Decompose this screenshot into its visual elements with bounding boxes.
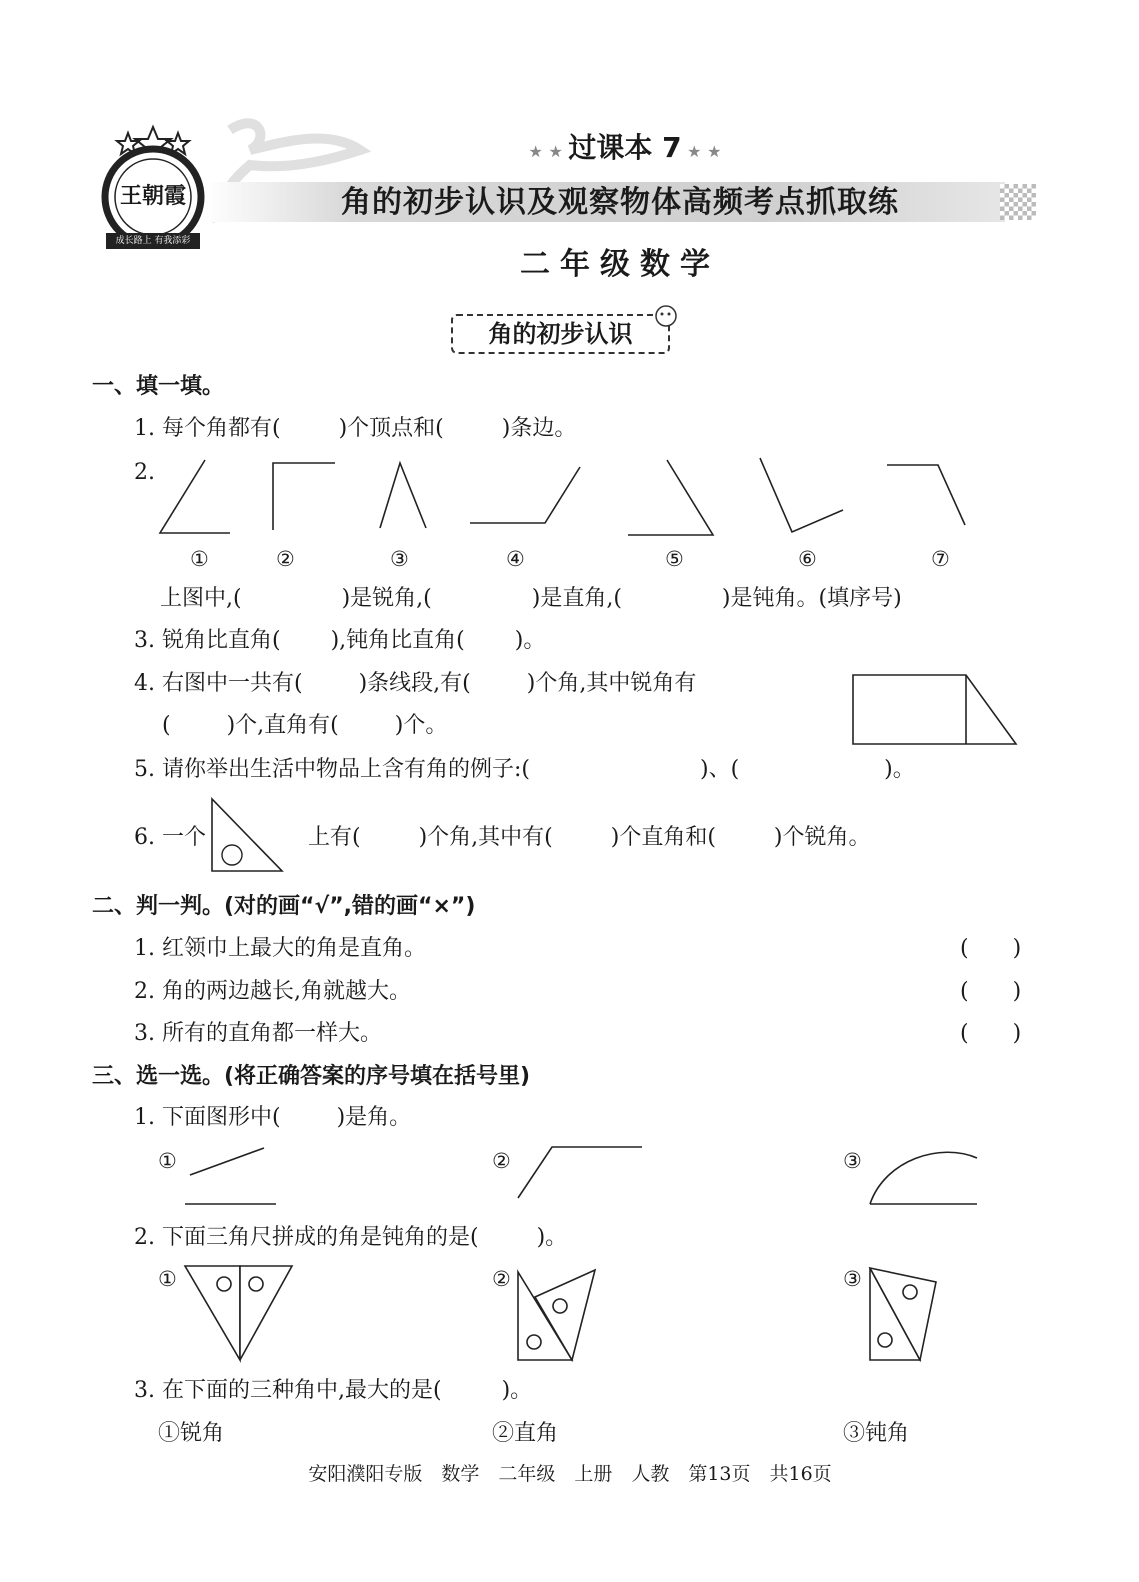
angle-figure-3 (380, 463, 426, 528)
p3-q1-figures (180, 1140, 1080, 1210)
triangles-figure-3 (870, 1268, 936, 1360)
p2-item-3: 3. 所有的直角都一样大。 (134, 1021, 382, 1046)
p1-q5: 5. 请你举出生活中物品上含有角的例子:( )、( )。 (134, 757, 915, 782)
p3-q2-option-1: ① (158, 1267, 177, 1291)
page-subtitle: 二年级数学 (520, 247, 720, 282)
angle-figure-4 (470, 467, 580, 523)
p3-q1: 1. 下面图形中( )是角。 (134, 1105, 412, 1130)
p3-q3: 3. 在下面的三种角中,最大的是( )。 (134, 1378, 533, 1403)
p3-q2: 2. 下面三角尺拼成的角是钝角的是( )。 (134, 1225, 568, 1250)
figure-label-6: ⑥ (798, 547, 817, 571)
figure-label-2: ② (276, 547, 295, 571)
figure-label-4: ④ (506, 547, 525, 571)
p1-q6: 6. 一个 上有( )个角,其中有( )个直角和( )个锐角。 (134, 825, 871, 850)
logo-name: 王朝霞 (119, 183, 186, 209)
section-title: 角的初步认识 (451, 314, 670, 354)
series-label: ★ ★ 过课本 7 ★ ★ (528, 131, 722, 164)
angle-figure-1 (160, 460, 230, 533)
p3-q3-option-1: ①锐角 (158, 1421, 225, 1446)
figure-label-7: ⑦ (931, 547, 950, 571)
part1-heading: 一、填一填。 (92, 374, 225, 399)
p3-q1-option-1: ① (158, 1149, 177, 1173)
p3-q3-option-2: ②直角 (492, 1421, 559, 1446)
p1-q2-number: 2. (134, 460, 155, 485)
figure-label-1: ① (190, 547, 209, 571)
p2-item-1: 1. 红领巾上最大的角是直角。 (134, 936, 426, 961)
p2-item-2: 2. 角的两边越长,角就越大。 (134, 979, 411, 1004)
p1-q1: 1. 每个角都有( )个顶点和( )条边。 (134, 416, 577, 441)
p3-q3-option-3: ③钝角 (843, 1421, 910, 1446)
star-icon: ★ ★ (528, 142, 569, 161)
p1-q4-line1: 4. 右图中一共有( )条线段,有( )个角,其中锐角有 (134, 671, 697, 696)
angle-figure-6 (760, 458, 843, 532)
figure-label-3: ③ (390, 547, 409, 571)
p3-q1-option-2: ② (492, 1149, 511, 1173)
p3-q2-figures (180, 1262, 1080, 1372)
set-square-icon (208, 795, 288, 875)
angle-figure-5 (628, 460, 713, 535)
figure-2-open-angle (518, 1147, 642, 1198)
p1-q4-line2: ( )个,直角有( )个。 (162, 713, 448, 738)
figure-1-segment-a (190, 1148, 264, 1175)
p1-q2-text: 上图中,( )是锐角,( )是直角,( )是钝角。(填序号) (160, 586, 902, 611)
smiley-icon (652, 304, 682, 330)
p2-answer-1[interactable]: ( ) (960, 936, 1022, 961)
page-title: 角的初步认识及观察物体高频考点抓取练 (341, 185, 899, 220)
trapezoid-figure (850, 672, 1030, 752)
p2-answer-3[interactable]: ( ) (960, 1021, 1022, 1046)
p2-answer-2[interactable]: ( ) (960, 979, 1022, 1004)
p3-q2-option-2: ② (492, 1267, 511, 1291)
angle-figure-2 (273, 463, 335, 530)
angle-figures (150, 455, 1050, 555)
page-footer: 安阳濮阳专版 数学 二年级 上册 人教 第13页 共16页 (308, 1463, 832, 1485)
p3-q1-option-3: ③ (843, 1149, 862, 1173)
figure-3-arc (870, 1152, 977, 1204)
part3-heading: 三、选一选。(将正确答案的序号填在括号里) (92, 1064, 531, 1089)
p3-q2-option-3: ③ (843, 1267, 862, 1291)
triangles-figure-1 (185, 1266, 292, 1360)
triangles-figure-2 (518, 1270, 595, 1360)
angle-figure-7 (887, 465, 965, 525)
part2-heading: 二、判一判。(对的画“√”,错的画“×”) (92, 894, 476, 919)
p1-q3: 3. 锐角比直角( ),钝角比直角( )。 (134, 628, 546, 653)
logo-tagline: 成长路上 有我添彩 (115, 236, 191, 246)
figure-label-5: ⑤ (665, 547, 684, 571)
star-icon: ★ ★ (681, 142, 722, 161)
